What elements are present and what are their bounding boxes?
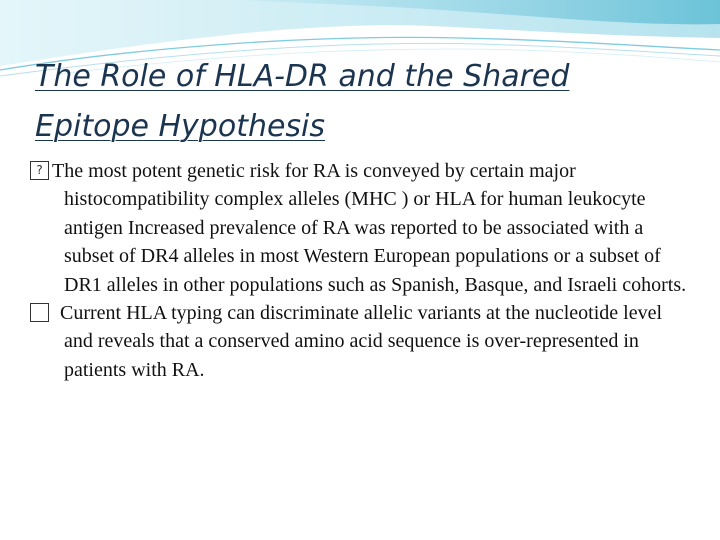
bullet-list <box>30 157 690 384</box>
bullet-text: The most potent genetic risk for RA is conveyed by certain major histocompatibility complex alleles (MHC ) or HLA for human leukocyte antigen Increased prevalence of RA was reported to be associated with a subset of DR4 alleles in most Western European populations or a subset of DR1 alleles in other populations such as Spanish, Basque, and Israeli cohorts. <box>52 160 687 296</box>
bullet-item-genetic-risk <box>30 157 690 299</box>
slide-title: The Role of HLA-DR and the Shared Epitope Hypothesis <box>35 59 570 144</box>
bullet-item-hla-typing <box>30 299 690 384</box>
missing-glyph-icon <box>30 303 49 322</box>
bullet-text: Current HLA typing can discriminate allelic variants at the nucleotide level and reveals that a conserved amino acid sequence is over-represented in patients with RA. <box>60 302 663 381</box>
missing-glyph-icon <box>30 161 49 180</box>
